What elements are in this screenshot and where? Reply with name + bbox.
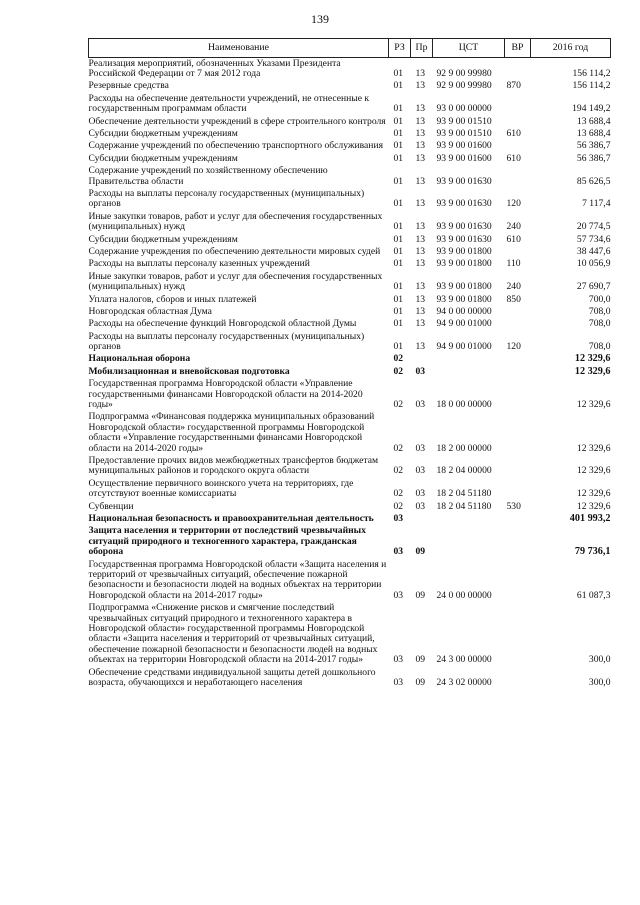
cell-vr — [505, 366, 531, 378]
cell-vr: 240 — [506, 281, 521, 293]
cell-name: Обеспечение средствами индивидуальной защиты детей дошкольного возраста, обучающихся и неработающего населения — [88, 666, 376, 689]
cell-sum: 156 114,2 — [572, 80, 611, 92]
cell-pr: 09 — [415, 654, 426, 666]
cell-vr: 610 — [506, 152, 521, 164]
cell-sum: 194 149,2 — [572, 103, 611, 115]
table-row — [89, 455, 611, 478]
cell-name: Осуществление первичного воинского учета на территориях, где отсутствуют военные комиссариаты — [88, 477, 354, 500]
cell-name: Государственная программа Новгородской области «Защита населения и территорий от чрезвычайных ситуаций, обеспечение пожарной безопасности и безопасности людей на водных объектах на территории Новгородской области на 2014-2017 годы» — [88, 558, 387, 601]
cell-name: Предоставление прочих видов межбюджетных трансфертов бюджетам муниципальных районов и городского округа области — [88, 455, 379, 477]
cell-sum: 708,0 — [588, 318, 611, 330]
cell-name: Содержание учреждений по хозяйственному обеспечению Правительства области — [88, 165, 328, 187]
cell-cst: 92 9 00 99980 — [436, 80, 492, 92]
cell-vr — [505, 412, 531, 456]
cell-pr: 03 — [415, 488, 426, 500]
cell-sum: 12 329,6 — [574, 353, 611, 365]
table-row — [89, 271, 611, 294]
cell-sum: 57 734,6 — [576, 233, 611, 245]
cell-cst: 24 0 00 00000 — [436, 589, 492, 601]
cell-sum: 79 736,1 — [574, 546, 611, 558]
cell-vr: 610 — [506, 127, 521, 139]
cell-vr: 530 — [506, 500, 521, 512]
cell-cst: 18 2 04 51180 — [436, 488, 492, 500]
cell-rz: 03 — [393, 546, 404, 558]
cell-sum: 27 690,7 — [576, 281, 611, 293]
cell-pr: 13 — [415, 318, 426, 330]
cell-vr — [505, 478, 531, 501]
table-row — [89, 331, 611, 354]
cell-vr: 870 — [506, 80, 521, 92]
cell-name: Защита населения и территории от последствий чрезвычайных ситуаций природного и техногенного характера, гражданская оборона — [88, 525, 366, 558]
cell-pr — [411, 354, 433, 366]
cell-pr: 13 — [415, 198, 426, 210]
cell-sum: 13 688,4 — [576, 115, 611, 127]
cell-name: Расходы на обеспечение функций Новгородской областной Думы — [88, 318, 357, 330]
cell-rz: 01 — [393, 68, 404, 79]
cell-rz: 01 — [393, 233, 404, 245]
cell-pr: 13 — [415, 341, 426, 353]
budget-table — [88, 38, 611, 690]
cell-name: Субсидии бюджетным учреждениям — [88, 233, 238, 245]
cell-vr: 110 — [506, 258, 521, 270]
cell-sum: 12 329,6 — [576, 465, 611, 477]
header-vr: ВР — [505, 39, 531, 58]
cell-sum: 56 386,7 — [576, 140, 611, 152]
cell-vr — [505, 319, 531, 331]
table-row — [89, 188, 611, 211]
cell-cst: 93 9 00 01600 — [436, 152, 492, 164]
table-row — [89, 246, 611, 258]
table-row — [89, 116, 611, 128]
cell-pr: 13 — [415, 258, 426, 270]
cell-sum: 156 114,2 — [572, 68, 611, 79]
cell-cst: 94 0 00 00000 — [436, 305, 492, 317]
cell-vr — [505, 58, 531, 81]
cell-name: Содержание учреждений по обеспечению транспортного обслуживания — [88, 140, 383, 152]
table-row — [89, 559, 611, 603]
cell-pr: 09 — [415, 546, 426, 558]
cell-pr: 13 — [415, 175, 426, 187]
table-row — [89, 667, 611, 690]
cell-sum: 700,0 — [588, 293, 611, 305]
table-row — [89, 412, 611, 456]
cell-rz: 01 — [393, 198, 404, 210]
cell-rz: 03 — [393, 677, 404, 689]
table-row — [89, 128, 611, 140]
cell-cst: 24 3 02 00000 — [436, 677, 492, 689]
cell-cst: 18 0 00 00000 — [436, 399, 492, 411]
cell-pr: 13 — [415, 293, 426, 305]
table-header-row — [89, 39, 611, 58]
cell-rz: 02 — [393, 442, 404, 454]
cell-pr: 13 — [415, 68, 426, 79]
table-row — [89, 93, 611, 116]
cell-vr — [505, 93, 531, 116]
cell-rz: 02 — [393, 500, 404, 512]
cell-rz: 03 — [393, 513, 404, 525]
cell-vr — [505, 603, 531, 667]
cell-pr: 13 — [415, 115, 426, 127]
table-row — [89, 81, 611, 93]
cell-cst: 93 9 00 01630 — [436, 198, 492, 210]
cell-vr — [505, 513, 531, 525]
cell-pr: 13 — [415, 80, 426, 92]
cell-rz: 01 — [393, 80, 404, 92]
cell-cst — [433, 513, 505, 525]
cell-rz: 01 — [393, 293, 404, 305]
cell-sum: 61 087,3 — [576, 589, 611, 601]
cell-rz: 01 — [393, 258, 404, 270]
cell-name: Содержание учреждения по обеспечению деятельности мировых судей — [88, 245, 381, 257]
cell-rz: 02 — [393, 488, 404, 500]
cell-rz: 01 — [393, 341, 404, 353]
cell-cst: 93 9 00 01510 — [436, 127, 492, 139]
cell-rz: 01 — [393, 152, 404, 164]
cell-name: Подпрограмма «Финансовая поддержка муниципальных образований Новгородской области» государственной программы Новгородской области «Управление государственными финансами Новгородской области на 2014-2020 годы» — [88, 411, 375, 454]
cell-cst: 93 9 00 01800 — [436, 258, 492, 270]
cell-sum: 401 993,2 — [569, 513, 611, 525]
table-row — [89, 294, 611, 306]
cell-cst — [433, 354, 505, 366]
cell-rz: 03 — [393, 589, 404, 601]
cell-sum: 38 447,6 — [576, 245, 611, 257]
cell-vr — [505, 116, 531, 128]
table-row — [89, 478, 611, 501]
cell-name: Национальная безопасность и правоохранительная деятельность — [88, 513, 374, 525]
section-row — [89, 513, 611, 525]
cell-name: Субсидии бюджетным учреждениям — [88, 127, 238, 139]
cell-vr: 120 — [506, 198, 521, 210]
cell-sum: 12 329,6 — [576, 488, 611, 500]
cell-cst: 94 9 00 01000 — [436, 341, 492, 353]
cell-rz: 01 — [393, 245, 404, 257]
cell-sum: 708,0 — [588, 305, 611, 317]
cell-pr: 13 — [415, 152, 426, 164]
cell-sum: 10 056,9 — [576, 258, 611, 270]
table-row — [89, 259, 611, 271]
cell-cst: 94 9 00 01000 — [436, 318, 492, 330]
cell-rz: 03 — [393, 654, 404, 666]
cell-name: Субвенции — [88, 500, 134, 512]
cell-vr: 240 — [506, 221, 521, 233]
cell-cst: 24 3 00 00000 — [436, 654, 492, 666]
table-row — [89, 379, 611, 412]
table-row — [89, 58, 611, 81]
cell-rz: 01 — [393, 281, 404, 293]
cell-name: Государственная программа Новгородской области «Управление государственными финансами Новгородской области на 2014-2020 годы» — [88, 378, 363, 411]
cell-sum: 13 688,4 — [576, 127, 611, 139]
section-row — [89, 366, 611, 378]
cell-pr: 03 — [415, 465, 426, 477]
header-name: Наименование — [89, 39, 389, 58]
cell-sum: 12 329,6 — [576, 500, 611, 512]
cell-pr: 13 — [415, 281, 426, 293]
cell-name: Реализация мероприятий, обозначенных Указами Президента Российской Федерации от 7 мая 2012 года — [88, 57, 341, 79]
table-row — [89, 211, 611, 234]
cell-vr: 610 — [506, 233, 521, 245]
cell-pr: 13 — [415, 140, 426, 152]
cell-cst: 93 9 00 01630 — [436, 175, 492, 187]
cell-name: Национальная оборона — [88, 353, 191, 365]
cell-cst: 18 2 04 00000 — [436, 465, 492, 477]
cell-vr — [505, 306, 531, 318]
cell-name: Резервные средства — [88, 80, 169, 92]
cell-sum: 12 329,6 — [576, 442, 611, 454]
table-body — [89, 58, 611, 690]
cell-sum: 7 117,4 — [582, 198, 611, 210]
table-row — [89, 166, 611, 189]
table-row — [89, 306, 611, 318]
cell-pr: 13 — [415, 127, 426, 139]
cell-name: Мобилизационная и вневойсковая подготовка — [88, 365, 290, 377]
cell-rz: 02 — [393, 365, 404, 377]
cell-pr: 13 — [415, 305, 426, 317]
cell-name: Расходы на выплаты персоналу государственных (муниципальных) органов — [88, 187, 365, 210]
cell-pr: 03 — [415, 365, 426, 377]
table-row — [89, 141, 611, 153]
cell-sum: 300,0 — [588, 677, 611, 689]
cell-rz: 01 — [393, 103, 404, 115]
cell-pr: 13 — [415, 103, 426, 115]
cell-rz: 02 — [393, 399, 404, 411]
cell-name: Субсидии бюджетным учреждениям — [88, 152, 238, 164]
cell-cst: 93 9 00 01800 — [436, 245, 492, 257]
cell-cst: 93 9 00 01800 — [436, 281, 492, 293]
header-cst: ЦСТ — [433, 39, 505, 58]
section-row — [89, 526, 611, 559]
cell-pr: 09 — [415, 677, 426, 689]
cell-cst: 92 9 00 99980 — [436, 68, 492, 79]
header-sum: 2016 год — [531, 39, 611, 58]
cell-vr — [505, 559, 531, 603]
cell-cst — [433, 366, 505, 378]
cell-rz: 01 — [393, 221, 404, 233]
cell-pr — [411, 513, 433, 525]
cell-vr: 850 — [506, 293, 521, 305]
cell-sum: 56 386,7 — [576, 152, 611, 164]
cell-cst: 93 9 00 01600 — [436, 140, 492, 152]
cell-vr — [505, 246, 531, 258]
cell-sum: 708,0 — [588, 341, 611, 353]
cell-rz: 01 — [393, 318, 404, 330]
table-row — [89, 319, 611, 331]
cell-name: Иные закупки товаров, работ и услуг для обеспечения государственных (муниципальных) нужд — [88, 270, 383, 293]
cell-cst: 93 0 00 00000 — [436, 103, 492, 115]
cell-vr — [505, 141, 531, 153]
cell-vr — [505, 379, 531, 412]
cell-rz: 01 — [393, 305, 404, 317]
cell-rz: 01 — [393, 175, 404, 187]
cell-cst — [433, 526, 505, 559]
cell-name: Новгородская областная Дума — [88, 305, 212, 317]
cell-pr: 03 — [415, 442, 426, 454]
table-row — [89, 153, 611, 165]
cell-vr — [505, 354, 531, 366]
section-row — [89, 354, 611, 366]
cell-name: Расходы на выплаты персоналу государственных (муниципальных) органов — [88, 330, 365, 353]
cell-vr: 120 — [506, 341, 521, 353]
cell-pr: 13 — [415, 221, 426, 233]
page-number: 139 — [311, 12, 329, 26]
cell-vr — [505, 455, 531, 478]
cell-cst: 18 2 04 51180 — [436, 500, 492, 512]
cell-vr — [505, 166, 531, 189]
cell-sum: 12 329,6 — [574, 365, 611, 377]
cell-pr: 13 — [415, 233, 426, 245]
cell-pr: 03 — [415, 399, 426, 411]
cell-cst: 18 2 00 00000 — [436, 442, 492, 454]
cell-cst: 93 9 00 01800 — [436, 293, 492, 305]
table-row — [89, 501, 611, 513]
table-row — [89, 234, 611, 246]
cell-cst: 93 9 00 01510 — [436, 115, 492, 127]
cell-name: Иные закупки товаров, работ и услуг для обеспечения государственных (муниципальных) нужд — [88, 210, 383, 233]
cell-rz: 01 — [393, 140, 404, 152]
cell-sum: 300,0 — [588, 654, 611, 666]
cell-vr — [505, 526, 531, 559]
cell-name: Расходы на выплаты персоналу казенных учреждений — [88, 258, 310, 270]
cell-sum: 12 329,6 — [576, 399, 611, 411]
cell-name: Подпрограмма «Снижение рисков и смягчение последствий чрезвычайных ситуаций природного и техногенного характера в Новгородской области» государственной программы Новгородской области «Защита населения и территорий от чрезвычайных ситуаций, обеспечение пожарной безопасности и безопасности людей на водных объектах на территории Новгородской области на 2014-2017 годы» — [88, 602, 378, 666]
cell-name: Расходы на обеспечение деятельности учреждений, не отнесенные к государственным программам области — [88, 92, 370, 115]
cell-sum: 85 626,5 — [576, 175, 611, 187]
table-row — [89, 603, 611, 667]
cell-cst: 93 9 00 01630 — [436, 233, 492, 245]
cell-pr: 13 — [415, 245, 426, 257]
cell-pr: 09 — [415, 589, 426, 601]
cell-name: Уплата налогов, сборов и иных платежей — [88, 293, 257, 305]
cell-cst: 93 9 00 01630 — [436, 221, 492, 233]
header-rz: РЗ — [389, 39, 411, 58]
cell-name: Обеспечение деятельности учреждений в сфере строительного контроля — [88, 115, 386, 127]
cell-rz: 01 — [393, 127, 404, 139]
cell-pr: 03 — [415, 500, 426, 512]
cell-rz: 02 — [393, 465, 404, 477]
cell-sum: 20 774,5 — [576, 221, 611, 233]
header-pr: Пр — [411, 39, 433, 58]
cell-rz: 01 — [393, 115, 404, 127]
cell-vr — [505, 667, 531, 690]
cell-rz: 02 — [393, 353, 404, 365]
